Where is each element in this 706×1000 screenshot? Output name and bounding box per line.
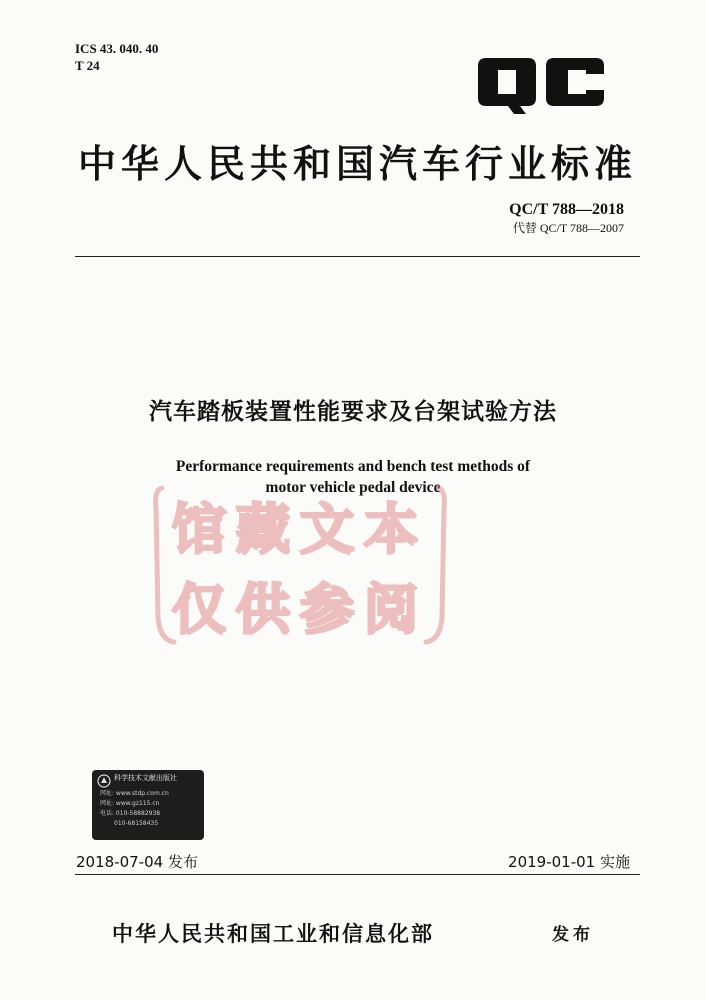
implementation-date: 2019-01-01 实施 [508,853,630,871]
issuing-authority: 中华人民共和国工业和信息化部 [112,922,434,946]
publisher-sticker [92,770,204,840]
watermark-line1: 馆藏文本 [172,498,428,561]
document-title-cn: 汽车踏板装置性能要求及台架试验方法 [149,399,557,425]
sticker-website: 网址: www.stdp.com.cn [100,790,169,797]
document-title-en-line2: motor vehicle pedal device [265,479,441,496]
standard-code-block [509,200,624,236]
category-code: T 24 [75,58,100,73]
qc-logo [476,52,606,116]
ics-code: ICS 43. 040. 40 [75,41,159,56]
publisher-emblem-icon [97,774,111,788]
top-divider [75,256,640,257]
watermark-line2: 仅供参阅 [172,578,428,641]
sticker-phone-2: 010-68158435 [114,820,159,827]
library-stamp-watermark [150,478,450,653]
standard-code: QC/T 788—2018 [509,201,624,218]
replaces-code: 代替 QC/T 788—2007 [512,221,624,235]
sticker-website-2: 网址: www.gz115.cn [100,800,160,807]
standard-type-title: 中华人民共和国汽车行业标准 [77,142,637,186]
classification-codes [75,40,158,74]
document-title-en-line1: Performance requirements and bench test methods of [175,458,531,475]
sticker-publisher: 科学技术文献出版社 [114,774,177,782]
issuing-label: 发布 [552,925,594,945]
sticker-phone-1: 电话: 010-58882938 [100,810,161,817]
bottom-divider [75,874,640,875]
issue-date: 2018-07-04 发布 [76,853,198,871]
